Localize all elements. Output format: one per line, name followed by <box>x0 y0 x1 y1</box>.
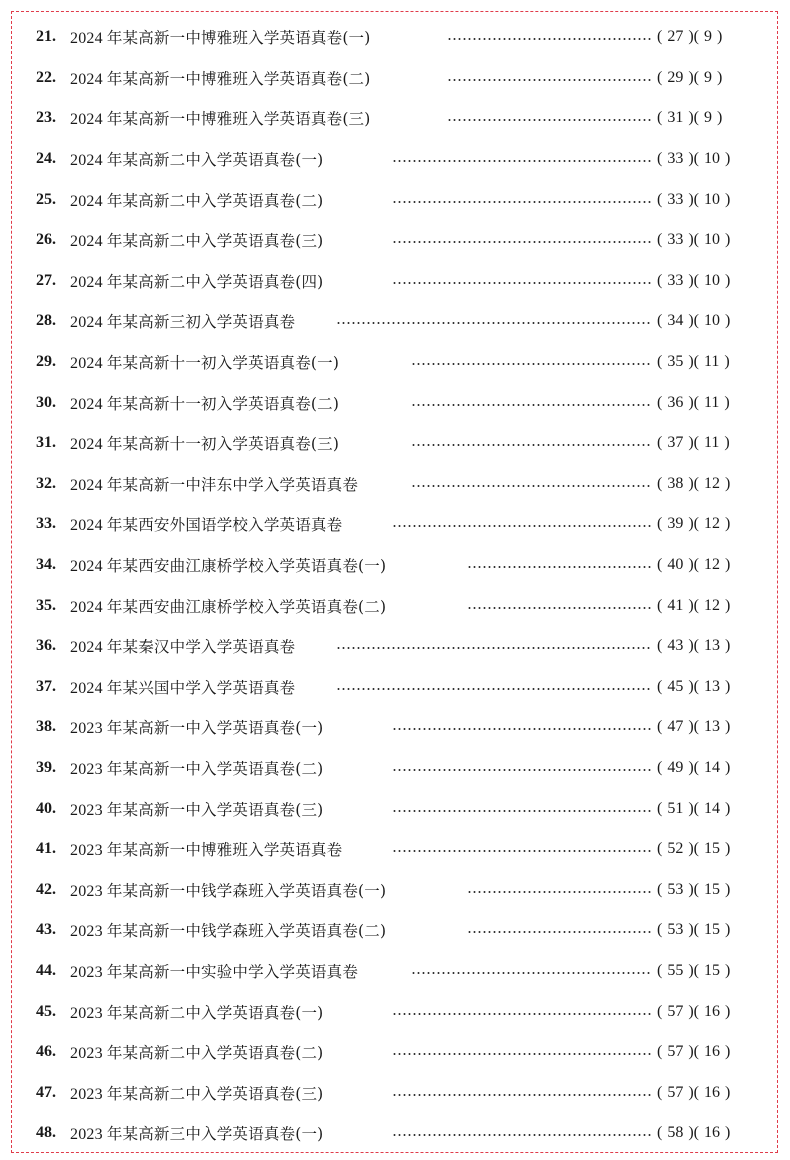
answer-page-number: ( 12 ) <box>693 515 731 533</box>
item-pages <box>657 1124 730 1142</box>
answer-page-number: ( 10 ) <box>693 190 731 208</box>
page-number: ( 47 ) <box>657 718 694 736</box>
answer-page-number: ( 10 ) <box>693 312 731 330</box>
item-pages <box>657 150 730 168</box>
item-number: 39. <box>36 758 56 776</box>
item-title <box>70 351 339 373</box>
item-title <box>70 473 358 495</box>
answer-page-number: ( 12 ) <box>693 556 731 574</box>
item-year: 2024 <box>70 273 103 291</box>
item-year: 2023 <box>70 760 103 778</box>
item-year: 2024 <box>70 436 103 454</box>
item-pages <box>657 231 730 249</box>
item-pages <box>657 1003 730 1021</box>
toc-row[interactable] <box>0 545 790 586</box>
item-number: 40. <box>36 799 56 817</box>
item-number: 29. <box>36 353 56 371</box>
item-title-text: 年某高新三初入学英语真卷 <box>106 313 296 332</box>
item-title <box>70 189 323 211</box>
answer-page-number: ( 11 ) <box>693 393 730 411</box>
leader-dots <box>392 1013 652 1015</box>
item-year: 2024 <box>70 679 103 697</box>
item-number: 32. <box>36 474 56 492</box>
toc-row[interactable] <box>0 991 790 1032</box>
item-pages <box>657 1043 730 1061</box>
item-title <box>70 919 386 941</box>
item-title-text: 年某高新一中钱学森班入学英语真卷(一) <box>106 881 387 900</box>
answer-page-number: ( 13 ) <box>693 718 731 736</box>
item-pages <box>657 921 730 939</box>
leader-dots <box>411 404 652 406</box>
item-title <box>70 392 339 414</box>
leader-dots <box>392 850 652 852</box>
page-number: ( 41 ) <box>657 596 694 614</box>
leader-dots <box>336 322 652 324</box>
page-number: ( 39 ) <box>657 515 694 533</box>
leader-dots <box>411 485 652 487</box>
item-title-text: 年某高新一中博雅班入学英语真卷 <box>106 841 343 860</box>
toc-row[interactable] <box>0 748 790 789</box>
item-title-text: 年某兴国中学入学英语真卷 <box>106 678 296 697</box>
toc-row[interactable] <box>0 1072 790 1113</box>
page-number: ( 57 ) <box>657 1002 694 1020</box>
item-number: 37. <box>36 677 56 695</box>
item-title <box>70 757 323 779</box>
item-year: 2023 <box>70 923 103 941</box>
page-number: ( 53 ) <box>657 921 694 939</box>
item-title-text: 年某高新二中入学英语真卷(二) <box>106 191 324 210</box>
answer-page-number: ( 10 ) <box>693 271 731 289</box>
page-number: ( 38 ) <box>657 474 694 492</box>
toc-row[interactable] <box>0 98 790 139</box>
page-number: ( 35 ) <box>657 353 694 371</box>
item-title <box>70 67 371 89</box>
item-pages <box>657 434 730 452</box>
leader-dots <box>392 241 652 243</box>
answer-page-number: ( 15 ) <box>693 840 731 858</box>
page-number: ( 27 ) <box>657 28 694 46</box>
item-title-text: 年某高新十一初入学英语真卷(一) <box>106 354 340 373</box>
item-number: 47. <box>36 1083 56 1101</box>
item-title <box>70 1001 323 1023</box>
item-title-text: 年某高新三中入学英语真卷(一) <box>106 1125 324 1144</box>
page-number: ( 29 ) <box>657 68 694 86</box>
item-pages <box>657 191 730 209</box>
table-of-contents <box>0 17 790 1154</box>
leader-dots <box>447 119 652 121</box>
item-title-text: 年某高新十一初入学英语真卷(三) <box>106 435 340 454</box>
item-number: 26. <box>36 231 56 249</box>
page-number: ( 52 ) <box>657 840 694 858</box>
item-title-text: 年某高新十一初入学英语真卷(二) <box>106 394 340 413</box>
item-title <box>70 716 323 738</box>
item-pages <box>657 637 730 655</box>
item-title <box>70 107 371 129</box>
item-title-text: 年某高新二中入学英语真卷(一) <box>106 1003 324 1022</box>
item-year: 2024 <box>70 598 103 616</box>
leader-dots <box>392 282 652 284</box>
item-number: 36. <box>36 637 56 655</box>
item-title <box>70 595 386 617</box>
page-number: ( 43 ) <box>657 637 694 655</box>
item-year: 2024 <box>70 192 103 210</box>
answer-page-number: ( 10 ) <box>693 231 731 249</box>
toc-row[interactable] <box>0 58 790 99</box>
item-year: 2024 <box>70 314 103 332</box>
page-number: ( 57 ) <box>657 1083 694 1101</box>
answer-page-number: ( 14 ) <box>693 799 731 817</box>
item-number: 34. <box>36 556 56 574</box>
toc-row[interactable] <box>0 17 790 58</box>
answer-page-number: ( 15 ) <box>693 961 731 979</box>
item-title <box>70 554 386 576</box>
page-number: ( 34 ) <box>657 312 694 330</box>
leader-dots <box>411 363 652 365</box>
answer-page-number: ( 15 ) <box>693 880 731 898</box>
item-title <box>70 1082 323 1104</box>
item-title-text: 年某高新二中入学英语真卷(二) <box>106 1044 324 1063</box>
toc-row[interactable] <box>0 667 790 708</box>
item-year: 2024 <box>70 70 103 88</box>
item-year: 2023 <box>70 720 103 738</box>
leader-dots <box>447 38 652 40</box>
item-title <box>70 148 323 170</box>
item-pages <box>657 840 730 858</box>
page-number: ( 33 ) <box>657 231 694 249</box>
item-year: 2024 <box>70 355 103 373</box>
item-pages <box>657 1084 730 1102</box>
page-number: ( 33 ) <box>657 150 694 168</box>
item-year: 2023 <box>70 1085 103 1103</box>
item-year: 2023 <box>70 842 103 860</box>
item-number: 31. <box>36 434 56 452</box>
item-title-text: 年某高新一中钱学森班入学英语真卷(二) <box>106 922 387 941</box>
item-number: 43. <box>36 921 56 939</box>
item-title-text: 年某高新一中入学英语真卷(一) <box>106 719 324 738</box>
item-title-text: 年某高新一中博雅班入学英语真卷(一) <box>106 29 371 48</box>
page-number: ( 45 ) <box>657 677 694 695</box>
item-year: 2023 <box>70 801 103 819</box>
answer-page-number: ( 10 ) <box>693 150 731 168</box>
item-pages <box>657 515 730 533</box>
leader-dots <box>392 1134 652 1136</box>
item-year: 2024 <box>70 476 103 494</box>
toc-row[interactable] <box>0 585 790 626</box>
toc-row[interactable] <box>0 504 790 545</box>
page-number: ( 53 ) <box>657 880 694 898</box>
toc-row[interactable] <box>0 301 790 342</box>
item-year: 2024 <box>70 395 103 413</box>
leader-dots <box>411 444 652 446</box>
item-year: 2024 <box>70 111 103 129</box>
item-year: 2024 <box>70 30 103 48</box>
item-number: 30. <box>36 393 56 411</box>
item-title-text: 年某高新二中入学英语真卷(三) <box>106 1084 324 1103</box>
item-number: 28. <box>36 312 56 330</box>
toc-row[interactable] <box>0 139 790 180</box>
item-number: 27. <box>36 271 56 289</box>
item-number: 45. <box>36 1002 56 1020</box>
item-pages <box>657 312 730 330</box>
toc-row[interactable] <box>0 626 790 667</box>
item-title <box>70 635 295 657</box>
item-year: 2024 <box>70 558 103 576</box>
item-pages <box>657 759 730 777</box>
leader-dots <box>467 891 652 893</box>
item-title-text: 年某西安曲江康桥学校入学英语真卷(一) <box>106 557 387 576</box>
item-title <box>70 879 386 901</box>
page-number: ( 57 ) <box>657 1043 694 1061</box>
item-pages <box>657 28 722 46</box>
item-title-text: 年某高新一中入学英语真卷(三) <box>106 800 324 819</box>
item-title <box>70 1122 323 1144</box>
item-number: 24. <box>36 150 56 168</box>
leader-dots <box>336 688 652 690</box>
item-title-text: 年某西安曲江康桥学校入学英语真卷(二) <box>106 597 387 616</box>
leader-dots <box>447 79 652 81</box>
leader-dots <box>411 972 652 974</box>
item-title-text: 年某高新一中博雅班入学英语真卷(三) <box>106 110 371 129</box>
answer-page-number: ( 16 ) <box>693 1043 731 1061</box>
item-title <box>70 270 323 292</box>
answer-page-number: ( 9 ) <box>693 109 723 127</box>
answer-page-number: ( 13 ) <box>693 637 731 655</box>
item-number: 23. <box>36 109 56 127</box>
leader-dots <box>392 1094 652 1096</box>
item-title <box>70 432 339 454</box>
item-title-text: 年某高新一中入学英语真卷(二) <box>106 759 324 778</box>
item-year: 2023 <box>70 1126 103 1144</box>
item-pages <box>657 394 730 412</box>
item-title <box>70 960 358 982</box>
item-number: 33. <box>36 515 56 533</box>
answer-page-number: ( 11 ) <box>693 353 730 371</box>
item-title <box>70 229 323 251</box>
leader-dots <box>467 607 652 609</box>
item-title-text: 年某高新一中实验中学入学英语真卷 <box>106 962 359 981</box>
toc-row[interactable] <box>0 1032 790 1073</box>
answer-page-number: ( 15 ) <box>693 921 731 939</box>
answer-page-number: ( 16 ) <box>693 1083 731 1101</box>
toc-row[interactable] <box>0 220 790 261</box>
item-title-text: 年某高新二中入学英语真卷(一) <box>106 151 324 170</box>
answer-page-number: ( 9 ) <box>693 28 723 46</box>
toc-row[interactable] <box>0 869 790 910</box>
leader-dots <box>392 769 652 771</box>
toc-row[interactable] <box>0 910 790 951</box>
leader-dots <box>392 201 652 203</box>
item-number: 21. <box>36 28 56 46</box>
item-year: 2023 <box>70 882 103 900</box>
toc-row[interactable] <box>0 423 790 464</box>
page-number: ( 33 ) <box>657 190 694 208</box>
item-pages <box>657 475 730 493</box>
item-year: 2024 <box>70 639 103 657</box>
leader-dots <box>392 160 652 162</box>
toc-row[interactable] <box>0 1113 790 1154</box>
item-title-text: 年某高新二中入学英语真卷(四) <box>106 272 324 291</box>
item-number: 35. <box>36 596 56 614</box>
answer-page-number: ( 13 ) <box>693 677 731 695</box>
leader-dots <box>392 810 652 812</box>
item-title-text: 年某秦汉中学入学英语真卷 <box>106 638 296 657</box>
item-year: 2023 <box>70 1004 103 1022</box>
item-pages <box>657 597 730 615</box>
item-title <box>70 310 295 332</box>
item-title <box>70 1041 323 1063</box>
leader-dots <box>336 647 652 649</box>
leader-dots <box>392 525 652 527</box>
item-year: 2023 <box>70 1045 103 1063</box>
item-pages <box>657 556 730 574</box>
item-title <box>70 838 342 860</box>
item-title <box>70 513 342 535</box>
answer-page-number: ( 11 ) <box>693 434 730 452</box>
page-number: ( 55 ) <box>657 961 694 979</box>
page-number: ( 40 ) <box>657 556 694 574</box>
toc-row[interactable] <box>0 829 790 870</box>
page-number: ( 36 ) <box>657 393 694 411</box>
page-number: ( 31 ) <box>657 109 694 127</box>
toc-row[interactable] <box>0 261 790 302</box>
item-number: 48. <box>36 1124 56 1142</box>
toc-row[interactable] <box>0 342 790 383</box>
item-year: 2023 <box>70 963 103 981</box>
item-title-text: 年某高新二中入学英语真卷(三) <box>106 232 324 251</box>
item-title <box>70 26 371 48</box>
answer-page-number: ( 14 ) <box>693 758 731 776</box>
item-pages <box>657 69 722 87</box>
item-pages <box>657 272 730 290</box>
item-number: 46. <box>36 1043 56 1061</box>
item-number: 44. <box>36 961 56 979</box>
page-number: ( 33 ) <box>657 271 694 289</box>
page-number: ( 49 ) <box>657 758 694 776</box>
answer-page-number: ( 9 ) <box>693 68 723 86</box>
item-pages <box>657 353 730 371</box>
leader-dots <box>467 566 652 568</box>
leader-dots <box>392 728 652 730</box>
item-year: 2024 <box>70 233 103 251</box>
item-number: 25. <box>36 190 56 208</box>
item-pages <box>657 678 730 696</box>
leader-dots <box>392 1053 652 1055</box>
item-title <box>70 798 323 820</box>
item-title <box>70 676 295 698</box>
item-year: 2024 <box>70 152 103 170</box>
page-number: ( 51 ) <box>657 799 694 817</box>
toc-row[interactable] <box>0 951 790 992</box>
item-title-text: 年某高新一中沣东中学入学英语真卷 <box>106 475 359 494</box>
leader-dots <box>467 931 652 933</box>
item-number: 22. <box>36 68 56 86</box>
item-title-text: 年某西安外国语学校入学英语真卷 <box>106 516 343 535</box>
item-pages <box>657 962 730 980</box>
page-number: ( 58 ) <box>657 1124 694 1142</box>
item-number: 41. <box>36 840 56 858</box>
item-pages <box>657 800 730 818</box>
page-number: ( 37 ) <box>657 434 694 452</box>
item-number: 38. <box>36 718 56 736</box>
answer-page-number: ( 16 ) <box>693 1124 731 1142</box>
toc-row[interactable] <box>0 707 790 748</box>
answer-page-number: ( 12 ) <box>693 474 731 492</box>
answer-page-number: ( 16 ) <box>693 1002 731 1020</box>
toc-row[interactable] <box>0 382 790 423</box>
item-pages <box>657 718 730 736</box>
item-number: 42. <box>36 880 56 898</box>
item-year: 2024 <box>70 517 103 535</box>
item-title-text: 年某高新一中博雅班入学英语真卷(二) <box>106 69 371 88</box>
toc-row[interactable] <box>0 179 790 220</box>
toc-row[interactable] <box>0 788 790 829</box>
toc-row[interactable] <box>0 464 790 505</box>
item-pages <box>657 881 730 899</box>
item-pages <box>657 109 722 127</box>
answer-page-number: ( 12 ) <box>693 596 731 614</box>
